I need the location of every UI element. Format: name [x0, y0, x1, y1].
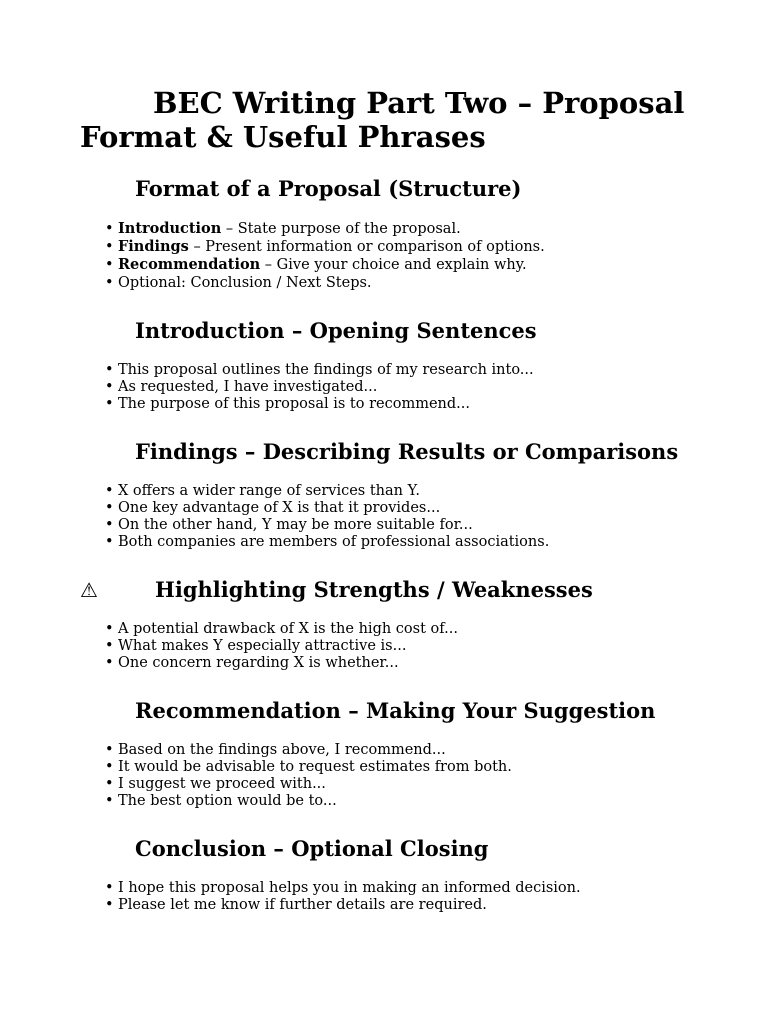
list-item: • The purpose of this proposal is to recommend...: [105, 396, 470, 412]
bullet-list-introduction: [80, 362, 740, 413]
list-item: • Optional: Conclusion / Next Steps.: [105, 275, 372, 291]
section-heading-recommendation: Recommendation – Making Your Suggestion: [135, 698, 656, 723]
list-item: • This proposal outlines the findings of my research into...: [105, 362, 534, 378]
document-title: BEC Writing Part Two – Proposal Format & Useful Phrases: [80, 86, 685, 154]
bullet-list-conclusion: [80, 880, 740, 914]
list-item: • One concern regarding X is whether...: [105, 655, 399, 671]
list-item: • Based on the findings above, I recommend...: [105, 742, 446, 758]
list-item: • As requested, I have investigated...: [105, 379, 378, 395]
list-item: • I hope this proposal helps you in making an informed decision.: [105, 880, 581, 896]
section-heading-format: Format of a Proposal (Structure): [135, 176, 522, 201]
list-item: • Findings – Present information or comparison of options.: [105, 238, 545, 255]
bullet-list-format: [80, 220, 740, 292]
bullet-list-findings: [80, 483, 740, 551]
list-item: • A potential drawback of X is the high cost of...: [105, 621, 458, 637]
list-item: • On the other hand, Y may be more suitable for...: [105, 517, 473, 533]
bullet-list-recommendation: [80, 742, 740, 810]
list-item: • I suggest we proceed with...: [105, 776, 326, 792]
list-item: • Both companies are members of professional associations.: [105, 534, 550, 550]
list-item: • Introduction – State purpose of the proposal.: [105, 220, 461, 237]
list-item: • Please let me know if further details are required.: [105, 897, 487, 913]
section-heading-introduction: Introduction – Opening Sentences: [135, 318, 537, 343]
section-heading-text: Highlighting Strengths / Weaknesses: [155, 577, 593, 602]
list-item: • The best option would be to...: [105, 793, 337, 809]
document-page: [80, 86, 740, 940]
list-item: • X offers a wider range of services than Y.: [105, 483, 420, 499]
list-item: • Recommendation – Give your choice and explain why.: [105, 256, 527, 273]
section-heading-conclusion: Conclusion – Optional Closing: [135, 836, 489, 861]
list-item: • One key advantage of X is that it provides...: [105, 500, 441, 516]
section-heading-findings: Findings – Describing Results or Comparisons: [135, 439, 679, 464]
list-item: • It would be advisable to request estimates from both.: [105, 759, 512, 775]
warning-icon: ⚠: [80, 578, 98, 602]
section-heading-strengths-weaknesses: [80, 577, 740, 603]
bullet-list-strengths-weaknesses: [80, 621, 740, 672]
list-item: • What makes Y especially attractive is...: [105, 638, 407, 654]
